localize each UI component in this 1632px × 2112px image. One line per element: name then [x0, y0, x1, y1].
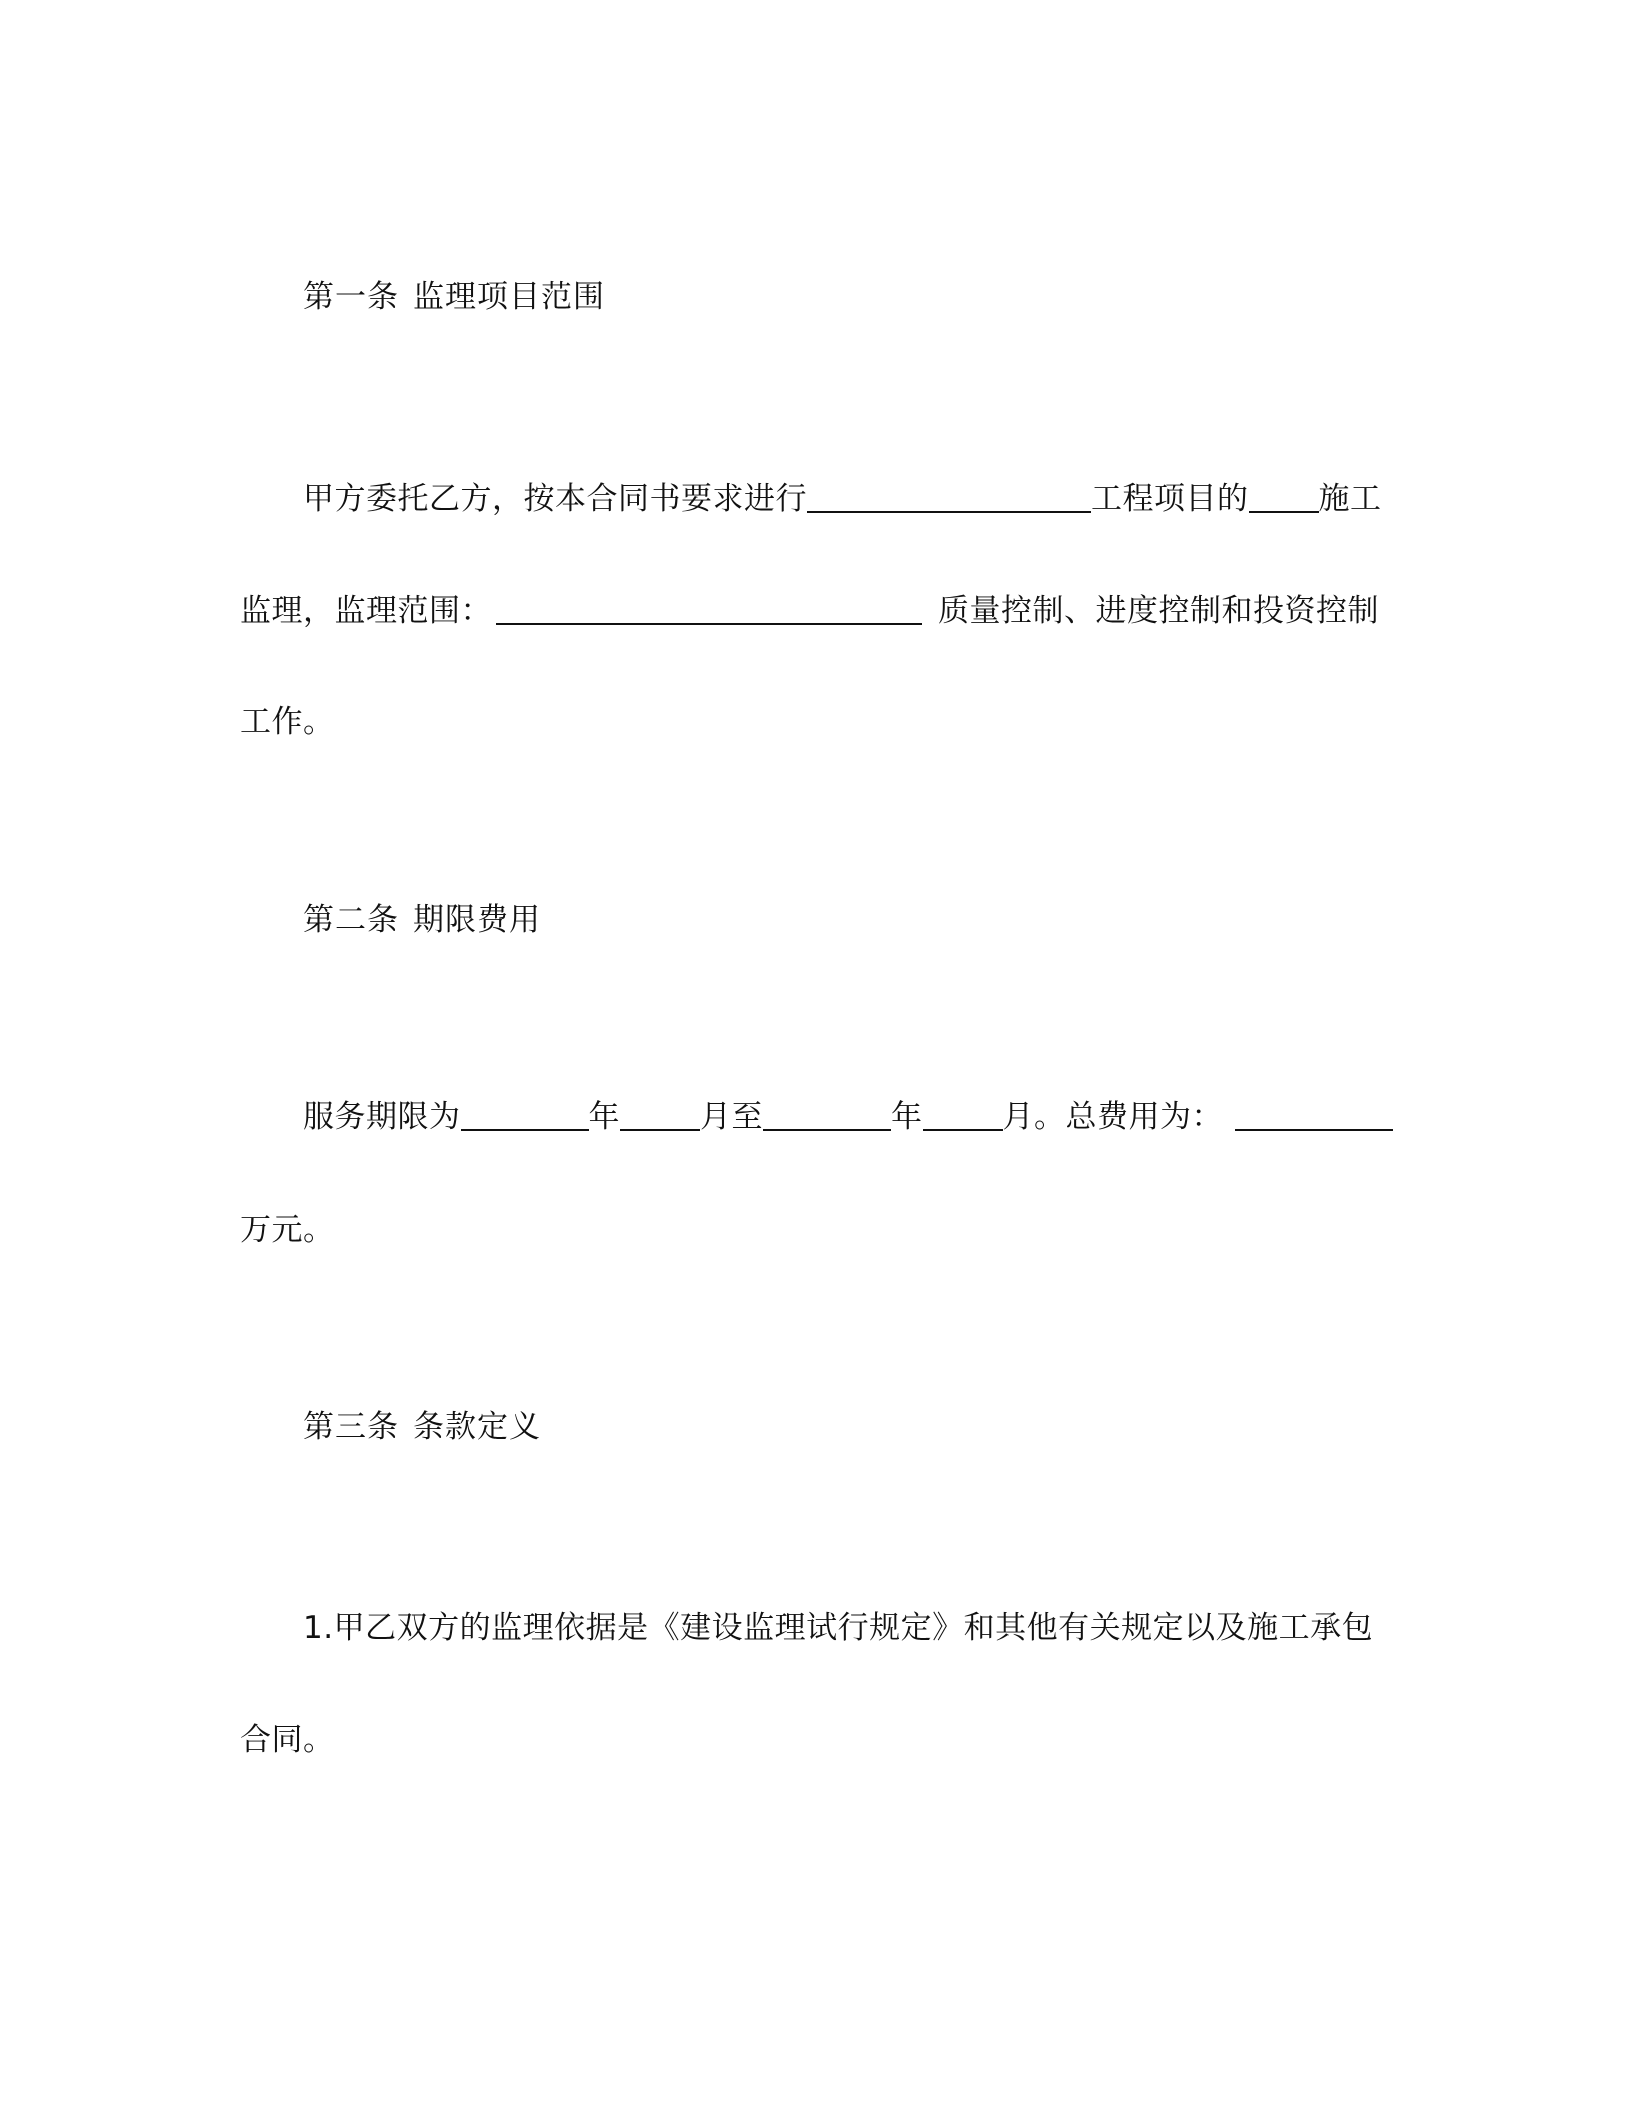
article-2-number: 第二条	[303, 902, 399, 938]
article-1-number: 第一条	[303, 279, 399, 315]
total-fee-blank	[1235, 1099, 1393, 1131]
article-1-paragraph-line-3	[240, 702, 335, 742]
article-2-text-2: 万元。	[240, 1212, 335, 1248]
start-month-label: 月至	[700, 1099, 763, 1135]
article-1-text-5: 质量控制、进度控制和投资控制	[938, 593, 1379, 629]
article-3-text-1: 1.甲乙双方的监理依据是《建设监理试行规定》和其他有关规定以及施工承包	[303, 1610, 1374, 1646]
article-1-text-3: 施工	[1318, 481, 1382, 517]
article-1-paragraph-line-2	[240, 591, 1379, 631]
start-month-blank	[620, 1099, 700, 1131]
article-3-heading	[303, 1407, 541, 1447]
article-3-paragraph-line-2	[240, 1720, 335, 1760]
end-year-label: 年	[891, 1099, 923, 1135]
article-1-heading	[303, 277, 605, 317]
end-year-blank	[763, 1099, 891, 1131]
article-1-text-4: 监理，监理范围：	[240, 593, 492, 629]
project-name-blank	[807, 481, 1091, 513]
article-1-paragraph-line-1	[303, 479, 1382, 519]
article-2-text-1: 服务期限为	[303, 1099, 461, 1135]
article-3-title: 条款定义	[413, 1409, 541, 1445]
article-1-text-6: 工作。	[240, 704, 335, 740]
article-1-title: 监理项目范围	[413, 279, 605, 315]
article-2-heading	[303, 900, 541, 940]
article-1-text-1: 甲方委托乙方，按本合同书要求进行	[303, 481, 807, 517]
article-3-number: 第三条	[303, 1409, 399, 1445]
start-year-blank	[461, 1099, 589, 1131]
article-3-text-2: 合同。	[240, 1722, 335, 1758]
article-3-paragraph-line-1	[303, 1608, 1373, 1648]
article-2-paragraph-line-1	[303, 1097, 1393, 1137]
article-2-paragraph-line-2	[240, 1210, 335, 1250]
start-year-label: 年	[588, 1099, 620, 1135]
supervision-type-blank	[1249, 481, 1319, 513]
supervision-scope-blank	[496, 593, 922, 625]
article-1-text-2: 工程项目的	[1091, 481, 1249, 517]
end-month-label: 月。总费用为：	[1002, 1099, 1223, 1135]
article-2-title: 期限费用	[413, 902, 541, 938]
end-month-blank	[923, 1099, 1003, 1131]
